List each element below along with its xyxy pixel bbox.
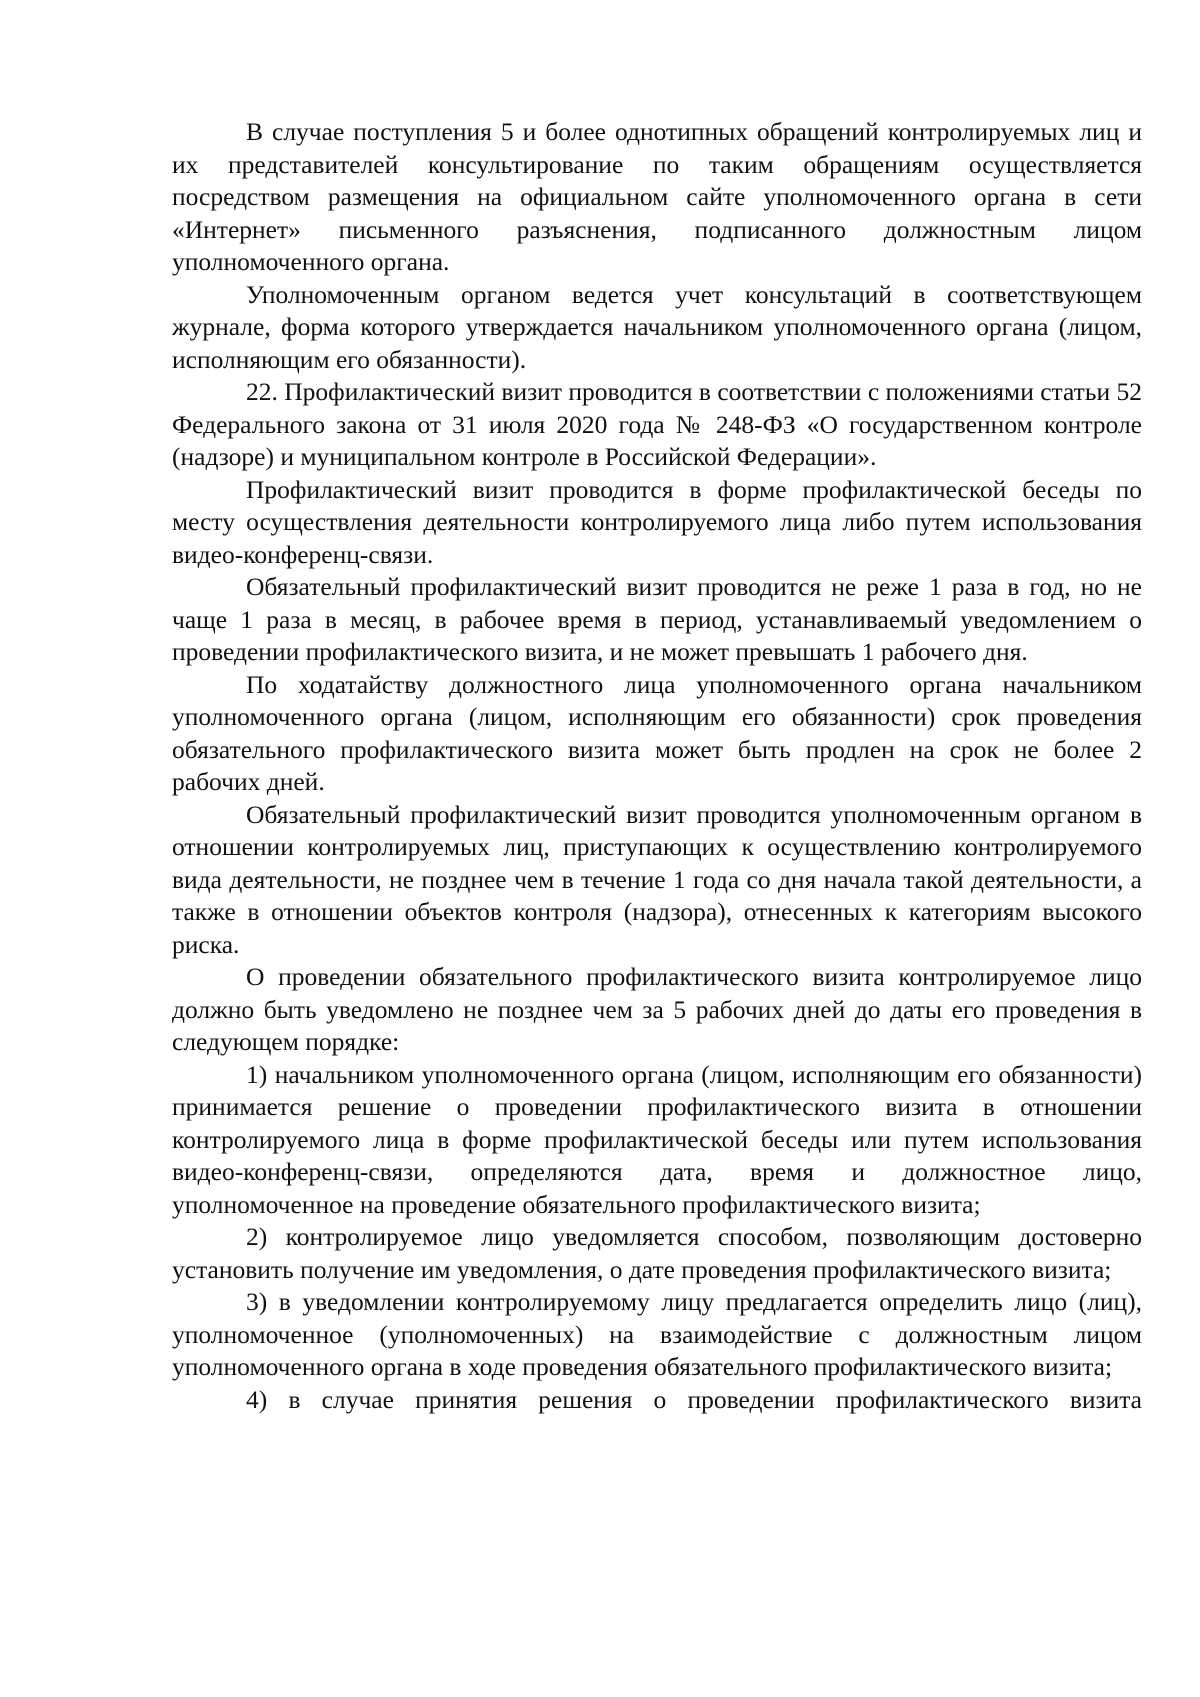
paragraph-consultation-journal: Уполномоченным органом ведется учет консультаций в соответствующем журнале, форма которого утверждается начальником уполномоченного органа (лицом, исполняющим его обязанности). [172, 279, 1142, 374]
list-item-4: 4) в случае принятия решения о проведении профилактического визита [246, 1384, 1142, 1414]
list-item-3: 3) в уведомлении контролируемому лицу предлагается определить лицо (лиц), уполномоченное (уполномоченных) на взаимодействие с должностным лицом уполномоченного органа в ходе проведения обязательного профилактического визита; [172, 1287, 1142, 1381]
list-item-1: 1) начальником уполномоченного органа (лицом, исполняющим его обязанности) принимается решение о проведении профилактического визита в отношении контролируемого лица в форме профилактической беседы или путем использования видео-конференц-связи, определяются дата, время и должностное лицо, уполномоченное на проведение обязательного профилактического визита; [172, 1059, 1142, 1219]
paragraph-item-22: 22. Профилактический визит проводится в соответствии с положениями статьи 52 Федерального закона от 31 июля 2020 года № 248-ФЗ «О государственном контроле (надзоре) и муниципальном контроле в Российской Федерации». [172, 377, 1142, 471]
list-item-2: 2) контролируемое лицо уведомляется способом, позволяющим достоверно установить получение им уведомления, о дате проведения профилактического визита; [172, 1222, 1142, 1284]
paragraph-visit-form: Профилактический визит проводится в форме профилактической беседы по месту осуществления деятельности контролируемого лица либо путем использования видео-конференц-связи. [172, 474, 1142, 569]
document-body [172, 116, 1142, 1416]
paragraph-visit-extension: По ходатайству должностного лица уполномоченного органа начальником уполномоченного органа (лицом, исполняющим его обязанности) срок проведения обязательного профилактического визита может быть продлен на срок не более 2 рабочих дней. [172, 669, 1142, 796]
paragraph-notification-order: О проведении обязательного профилактического визита контролируемое лицо должно быть уведомлено не позднее чем за 5 рабочих дней до даты его проведения в следующем порядке: [172, 962, 1142, 1056]
paragraph-mandatory-visit-scope: Обязательный профилактический визит проводится уполномоченным органом в отношении контролируемых лиц, приступающих к осуществлению контролируемого вида деятельности, не позднее чем в течение 1 года со дня начала такой деятельности, а также в отношении объектов контроля (надзора), отнесенных к категориям высокого риска. [172, 799, 1142, 959]
paragraph-consultation-mass-requests: В случае поступления 5 и более однотипных обращений контролируемых лиц и их представителей консультирование по таким обращениям осуществляется посредством размещения на официальном сайте уполномоченного органа в сети «Интернет» письменного разъяснения, подписанного должностным лицом уполномоченного органа. [172, 117, 1142, 276]
paragraph-mandatory-visit-frequency: Обязательный профилактический визит проводится не реже 1 раза в год, но не чаще 1 раза в месяц, в рабочее время в период, устанавливаемый уведомлением о проведении профилактического визита, и не может превышать 1 рабочего дня. [172, 572, 1142, 666]
